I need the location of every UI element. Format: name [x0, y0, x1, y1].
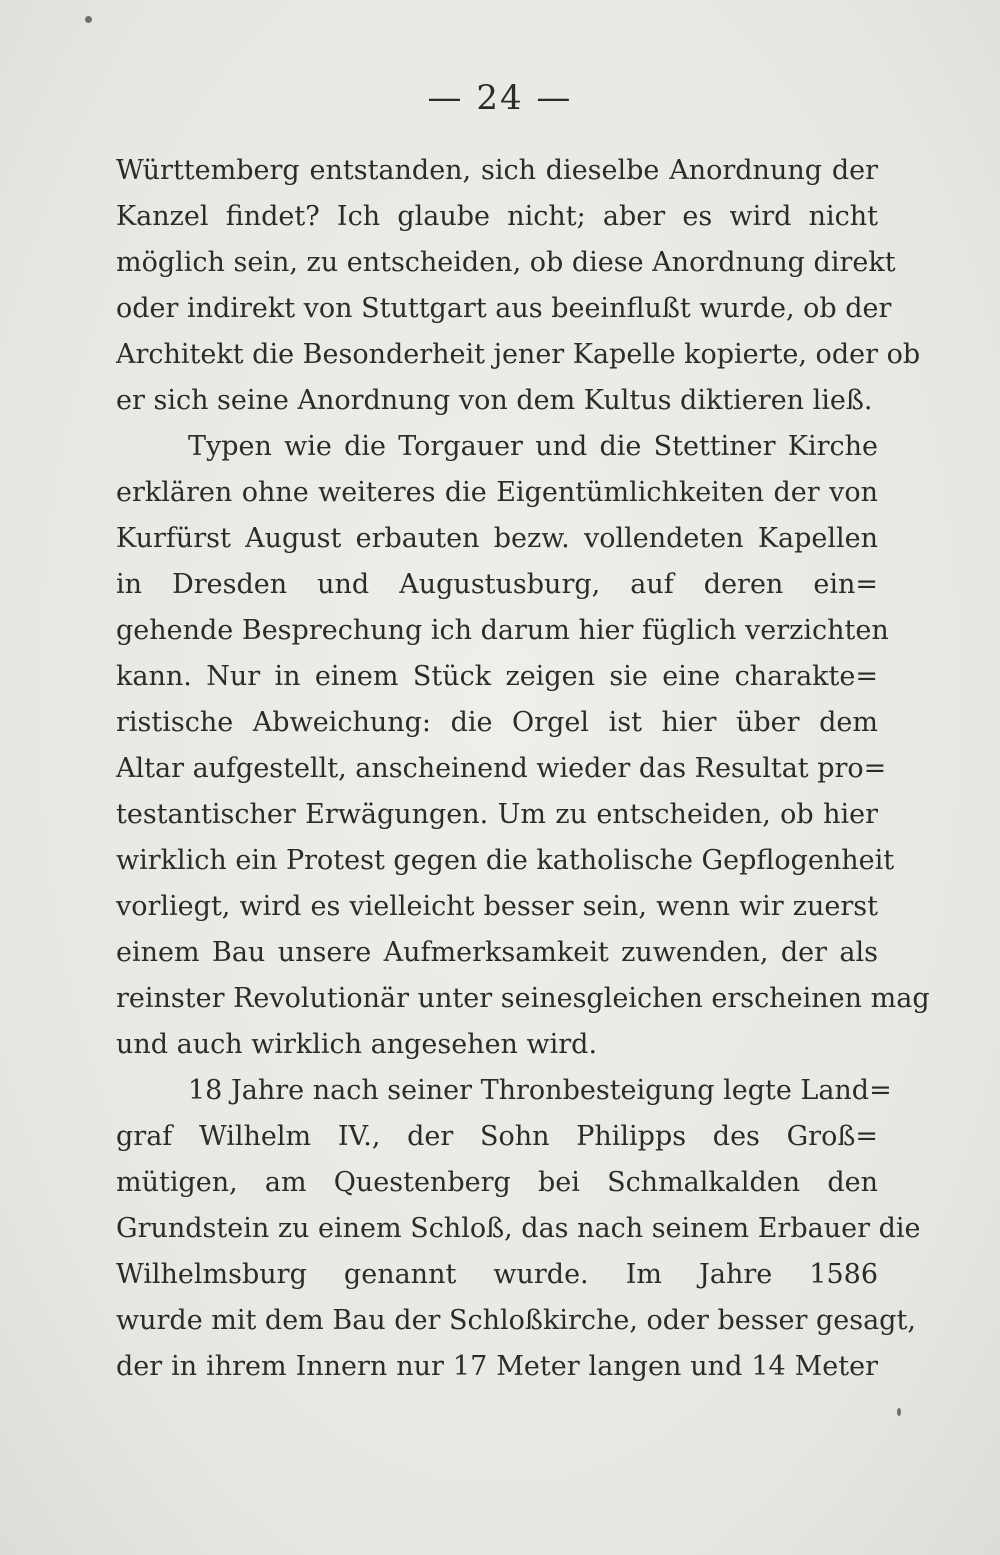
- speck-mark: [85, 16, 92, 23]
- text-line: vorliegt, wird es vielleicht besser sein, wenn wir zuerst: [116, 891, 878, 922]
- text-line: Typen wie die Torgauer und die Stettiner Kirche: [188, 431, 878, 462]
- text-line: gehende Besprechung ich darum hier füglich verzichten: [116, 615, 889, 646]
- text-line: Architekt die Besonderheit jener Kapelle kopierte, oder ob: [116, 339, 921, 370]
- text-line: ristische Abweichung: die Orgel ist hier über dem: [116, 707, 878, 738]
- text-line: 18 Jahre nach seiner Thronbesteigung legte Land=: [188, 1075, 892, 1106]
- text-line: in Dresden und Augustusburg, auf deren ein=: [116, 569, 878, 600]
- paragraph: [116, 424, 930, 1068]
- speck-mark: [897, 1408, 901, 1416]
- text-line: und auch wirklich angesehen wird.: [116, 1029, 598, 1060]
- page-number: — 24 —: [427, 78, 573, 118]
- text-line: mütigen, am Questenberg bei Schmalkalden den: [116, 1167, 878, 1198]
- text-line: Württemberg entstanden, sich dieselbe Anordnung der: [116, 155, 878, 186]
- paragraph: [116, 148, 921, 424]
- text-line: Kanzel findet? Ich glaube nicht; aber es wird nicht: [116, 201, 878, 232]
- text-line: Grundstein zu einem Schloß, das nach seinem Erbauer die: [116, 1213, 921, 1244]
- text-line: erklären ohne weiteres die Eigentümlichkeiten der von: [116, 477, 878, 508]
- text-line: Wilhelmsburg genannt wurde. Im Jahre 1586: [116, 1259, 878, 1290]
- paragraph: [116, 1068, 921, 1390]
- text-line: graf Wilhelm IV., der Sohn Philipps des Groß=: [116, 1121, 878, 1152]
- text-line: kann. Nur in einem Stück zeigen sie eine charakte=: [116, 661, 878, 692]
- text-line: oder indirekt von Stuttgart aus beeinflußt wurde, ob der: [116, 293, 892, 324]
- text-line: einem Bau unsere Aufmerksamkeit zuwenden, der als: [116, 937, 878, 968]
- body-text: [116, 148, 930, 1390]
- text-line: der in ihrem Innern nur 17 Meter langen und 14 Meter: [116, 1351, 878, 1382]
- text-line: testantischer Erwägungen. Um zu entscheiden, ob hier: [116, 799, 878, 830]
- text-line: wirklich ein Protest gegen die katholische Gepflogenheit: [116, 845, 895, 876]
- text-line: wurde mit dem Bau der Schloßkirche, oder besser gesagt,: [116, 1305, 916, 1336]
- text-line: Kurfürst August erbauten bezw. vollendeten Kapellen: [116, 523, 878, 554]
- text-line: Altar aufgestellt, anscheinend wieder das Resultat pro=: [116, 753, 887, 784]
- text-line: er sich seine Anordnung von dem Kultus diktieren ließ.: [116, 385, 873, 416]
- text-line: reinster Revolutionär unter seinesgleichen erscheinen mag: [116, 983, 930, 1014]
- text-line: möglich sein, zu entscheiden, ob diese Anordnung direkt: [116, 247, 896, 278]
